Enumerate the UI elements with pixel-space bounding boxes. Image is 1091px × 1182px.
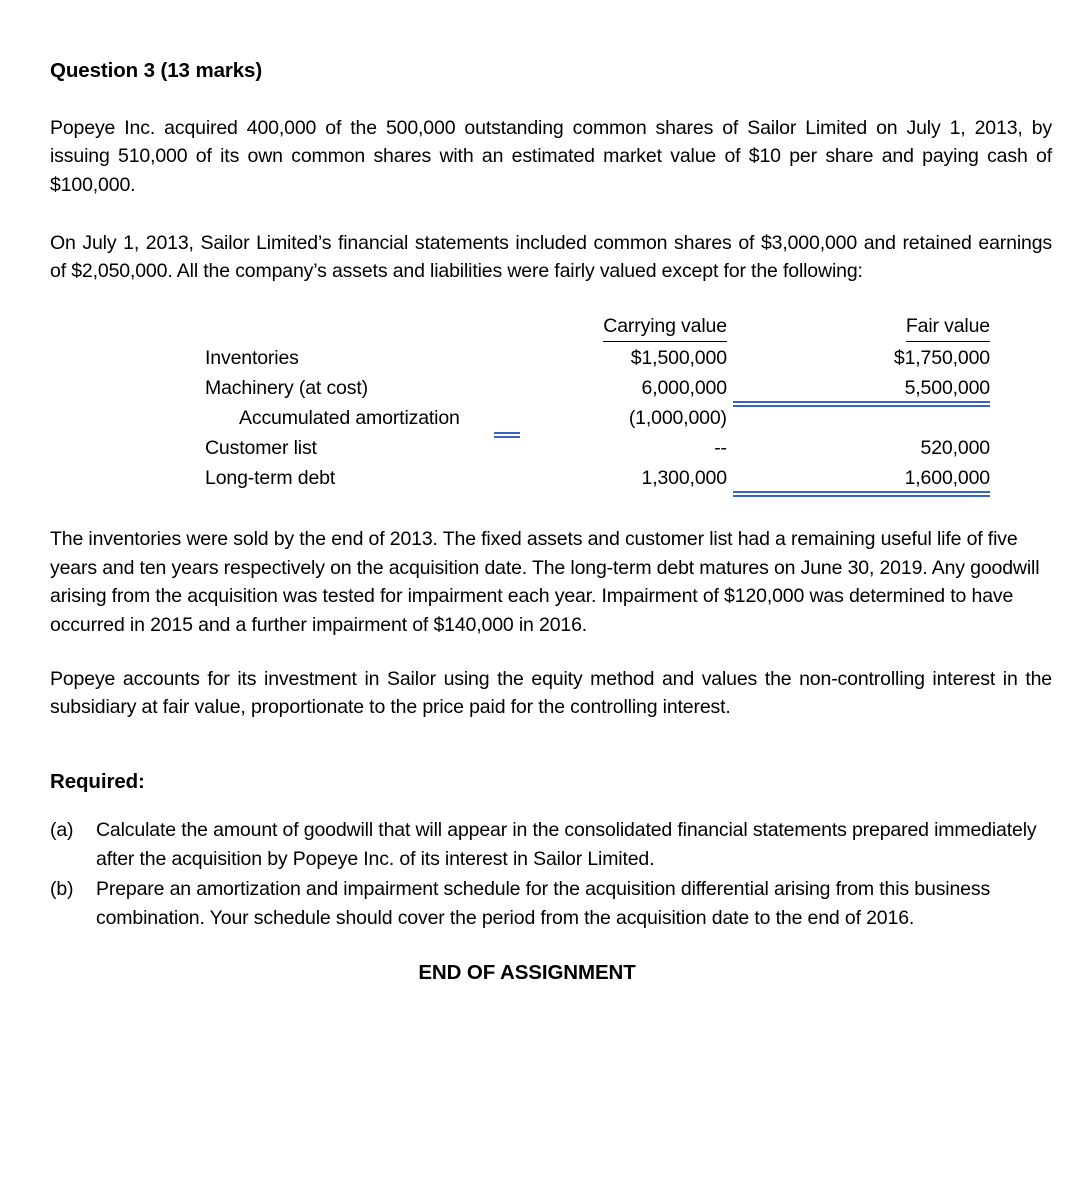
cell-fair-value bbox=[733, 432, 990, 462]
list-item-text-a: Calculate the amount of goodwill that will appear in the consolidated financial statements prepared immediately after the acquisition by Popeye Inc. of its interest in Sailor Limited. bbox=[96, 818, 1037, 870]
row-label-cell bbox=[205, 342, 494, 372]
list-item bbox=[50, 875, 1052, 932]
value-long-term-debt-carrying: 1,300,000 bbox=[641, 466, 727, 489]
value-inventories-fair: $1,750,000 bbox=[893, 346, 990, 369]
row-label-cell bbox=[205, 372, 494, 402]
table-row bbox=[205, 432, 990, 462]
cell-carrying-value bbox=[494, 432, 733, 462]
paragraph-equity-method: Popeye accounts for its investment in Sailor using the equity method and values the non-controlling interest in the subsidiary at fair value, proportionate to the price paid for the controlling interest. bbox=[50, 667, 1052, 719]
required-items-list bbox=[50, 816, 1052, 933]
cell-fair-value bbox=[733, 372, 990, 402]
column-header-fair-value bbox=[733, 312, 990, 342]
cell-fair-value bbox=[733, 342, 990, 372]
value-machinery-fair: 5,500,000 bbox=[904, 376, 990, 399]
fair-value-table bbox=[205, 312, 990, 492]
table-row bbox=[205, 342, 990, 372]
required-heading: Required: bbox=[50, 769, 145, 793]
table-row bbox=[205, 372, 990, 402]
cell-carrying-value bbox=[494, 342, 733, 372]
row-label-customer-list: Customer list bbox=[205, 436, 317, 459]
table-header-row bbox=[205, 312, 990, 342]
blue-short-rule bbox=[494, 404, 727, 432]
row-label-cell bbox=[205, 432, 494, 462]
value-long-term-debt-fair: 1,600,000 bbox=[904, 466, 990, 489]
column-header-fair-value-text: Fair value bbox=[906, 312, 990, 342]
blue-double-rule bbox=[733, 464, 990, 492]
document-content bbox=[50, 0, 1052, 985]
row-label-inventories: Inventories bbox=[205, 346, 299, 369]
value-accumulated-amortization-carrying: (1,000,000) bbox=[628, 406, 727, 429]
row-label-cell bbox=[205, 402, 494, 432]
column-header-carrying-value-text: Carrying value bbox=[603, 312, 727, 342]
cell-carrying-value bbox=[494, 372, 733, 402]
page-title: Question 3 (13 marks) bbox=[50, 59, 263, 82]
column-header-carrying-value bbox=[494, 312, 733, 342]
list-item-marker-a: (a) bbox=[50, 818, 74, 841]
row-label-accumulated-amortization: Accumulated amortization bbox=[239, 406, 460, 429]
cell-fair-value bbox=[733, 462, 990, 492]
list-item bbox=[50, 816, 1052, 873]
value-inventories-carrying: $1,500,000 bbox=[630, 346, 727, 369]
paragraph-acquisition-details: Popeye Inc. acquired 400,000 of the 500,000 outstanding common shares of Sailor Limited on July 1, 2013, by issuing 510,000 of its own common shares with an estimated market value of $10 per share and paying cash of $100,000. bbox=[50, 116, 1052, 196]
value-machinery-carrying: 6,000,000 bbox=[641, 376, 727, 399]
list-item-text-b: Prepare an amortization and impairment schedule for the acquisition differential arising from this business combination. Your schedule should cover the period from the acquisition date to the end of 2016. bbox=[96, 878, 991, 929]
list-item-marker-b: (b) bbox=[50, 878, 74, 901]
row-label-cell bbox=[205, 462, 494, 492]
column-header-label bbox=[205, 312, 494, 342]
table-row bbox=[205, 462, 990, 492]
row-label-long-term-debt: Long-term debt bbox=[205, 466, 336, 489]
value-customer-list-fair: 520,000 bbox=[920, 436, 990, 459]
table-header bbox=[205, 312, 990, 342]
paragraph-financial-statements: On July 1, 2013, Sailor Limited’s financial statements included common shares of $3,000,000 and retained earnings of $2,050,000. All the company’s assets and liabilities were fairly valued except for the following: bbox=[50, 231, 1052, 283]
paragraph-inventory-impairment: The inventories were sold by the end of 2013. The fixed assets and customer list had a remaining useful life of five years and ten years respectively on the acquisition date. The long-term debt matures on June 30, 2019. Any goodwill arising from the acquisition was tested for impairment each year. Impairment of $120,000 was determined to have occurred in 2015 and a further impairment of $140,000 in 2016. bbox=[50, 527, 1040, 636]
blue-double-rule bbox=[733, 374, 990, 402]
table-body bbox=[205, 342, 990, 492]
row-label-machinery: Machinery (at cost) bbox=[205, 376, 368, 399]
cell-carrying-value bbox=[494, 402, 733, 432]
value-customer-list-carrying: -- bbox=[714, 436, 727, 459]
cell-carrying-value bbox=[494, 462, 733, 492]
end-of-assignment-note: END OF ASSIGNMENT bbox=[418, 960, 636, 984]
